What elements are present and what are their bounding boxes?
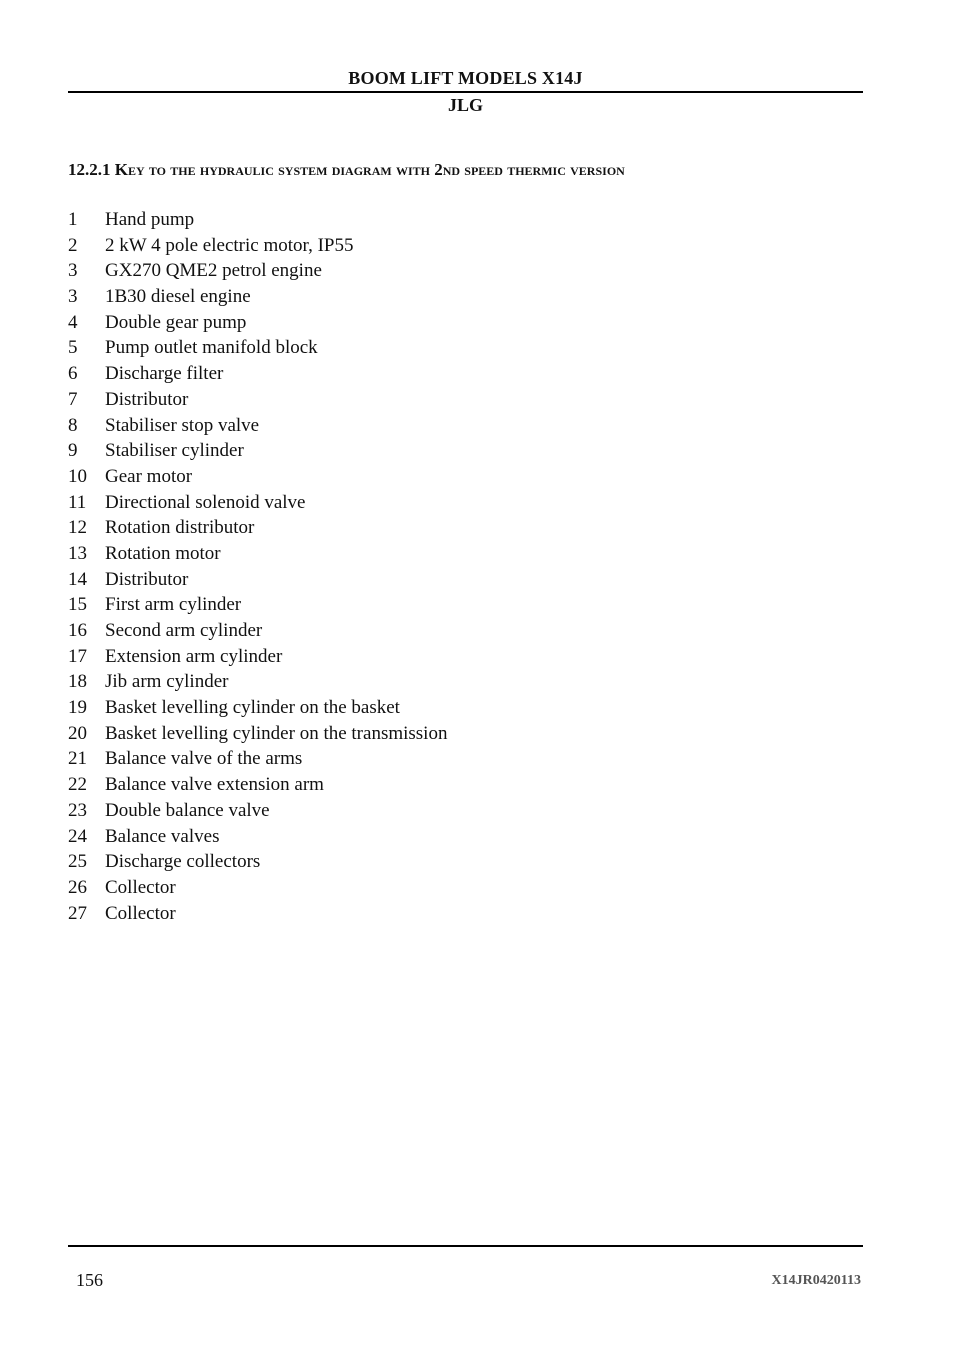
item-label: Jib arm cylinder: [105, 671, 229, 693]
list-item: [68, 798, 768, 824]
item-number: 23: [68, 799, 87, 821]
list-item: [68, 361, 768, 387]
item-label: Balance valve extension arm: [105, 774, 324, 796]
item-number: 26: [68, 876, 87, 898]
page-number: 156: [76, 1270, 103, 1290]
item-label: First arm cylinder: [105, 594, 242, 616]
list-item: [68, 567, 768, 593]
item-label: Collector: [105, 876, 176, 898]
item-label: Collector: [105, 902, 176, 924]
item-number: 2: [68, 234, 78, 256]
item-number: 21: [68, 748, 87, 770]
item-label: Extension arm cylinder: [105, 645, 283, 667]
item-label: Directional solenoid valve: [105, 491, 306, 513]
item-number: 13: [68, 542, 87, 564]
footer-divider: [68, 1245, 863, 1247]
list-item: [68, 618, 768, 644]
item-label: Distributor: [105, 568, 189, 590]
item-number: 6: [68, 363, 78, 385]
list-item: [68, 258, 768, 284]
item-number: 18: [68, 671, 87, 693]
item-label: Double gear pump: [105, 311, 247, 333]
header-divider: [68, 91, 863, 93]
document-code: X14JR0420113: [771, 1273, 861, 1288]
list-item: [68, 875, 768, 901]
item-label: 1B30 diesel engine: [105, 286, 251, 308]
item-label: Pump outlet manifold block: [105, 337, 318, 359]
item-number: 12: [68, 517, 87, 539]
item-label: Gear motor: [105, 465, 193, 487]
item-number: 17: [68, 645, 87, 667]
item-label: Balance valve of the arms: [105, 748, 303, 770]
item-label: Double balance valve: [105, 799, 270, 821]
item-number: 24: [68, 825, 87, 847]
list-item: [68, 284, 768, 310]
item-label: Hand pump: [105, 209, 195, 230]
header-title: BOOM LIFT MODELS X14J: [348, 68, 583, 88]
item-label: Distributor: [105, 388, 189, 410]
list-item: [68, 721, 768, 747]
item-number: 25: [68, 851, 87, 873]
item-number: 20: [68, 722, 87, 744]
item-label: GX270 QME2 petrol engine: [105, 260, 322, 282]
component-key-list: [68, 207, 768, 926]
list-item: [68, 207, 768, 233]
list-item: [68, 746, 768, 772]
list-item: [68, 772, 768, 798]
list-item: [68, 644, 768, 670]
item-label: Rotation motor: [105, 542, 221, 564]
item-number: 19: [68, 697, 87, 719]
item-label: Rotation distributor: [105, 517, 255, 539]
list-item: [68, 438, 768, 464]
item-number: 4: [68, 311, 78, 333]
item-number: 5: [68, 337, 78, 359]
item-label: Basket levelling cylinder on the transmission: [105, 722, 448, 744]
list-item: [68, 669, 768, 695]
list-item: [68, 464, 768, 490]
list-item: [68, 413, 768, 439]
list-item: [68, 515, 768, 541]
list-item: [68, 335, 768, 361]
item-number: 16: [68, 620, 87, 641]
item-label: Balance valves: [105, 825, 220, 847]
list-item: [68, 387, 768, 413]
item-label: Basket levelling cylinder on the basket: [105, 697, 400, 719]
item-label: Discharge collectors: [105, 851, 261, 873]
list-item: [68, 695, 768, 721]
list-item: [68, 824, 768, 850]
list-item: [68, 490, 768, 516]
item-label: Discharge filter: [105, 363, 224, 385]
list-item: [68, 849, 768, 875]
list-item: [68, 233, 768, 259]
list-item: [68, 901, 768, 927]
item-number: 1: [68, 209, 78, 230]
item-label: 2 kW 4 pole electric motor, IP55: [105, 234, 354, 256]
item-number: 11: [68, 491, 87, 513]
list-item: [68, 310, 768, 336]
item-label: Stabiliser cylinder: [105, 440, 244, 462]
item-number: 9: [68, 440, 78, 462]
item-number: 27: [68, 902, 87, 924]
item-number: 7: [68, 388, 78, 410]
list-item: [68, 541, 768, 567]
item-number: 3: [68, 286, 78, 308]
item-number: 14: [68, 568, 87, 590]
item-number: 15: [68, 594, 87, 616]
item-number: 22: [68, 774, 87, 796]
list-item: [68, 592, 768, 618]
item-label: Second arm cylinder: [105, 620, 263, 641]
item-number: 8: [68, 414, 78, 436]
item-number: 10: [68, 465, 87, 487]
header-brand: JLG: [447, 95, 483, 115]
item-number: 3: [68, 260, 78, 282]
item-label: Stabiliser stop valve: [105, 414, 260, 436]
section-heading: 12.2.1 Key to the hydraulic system diagram with 2nd speed thermic version: [68, 160, 625, 179]
